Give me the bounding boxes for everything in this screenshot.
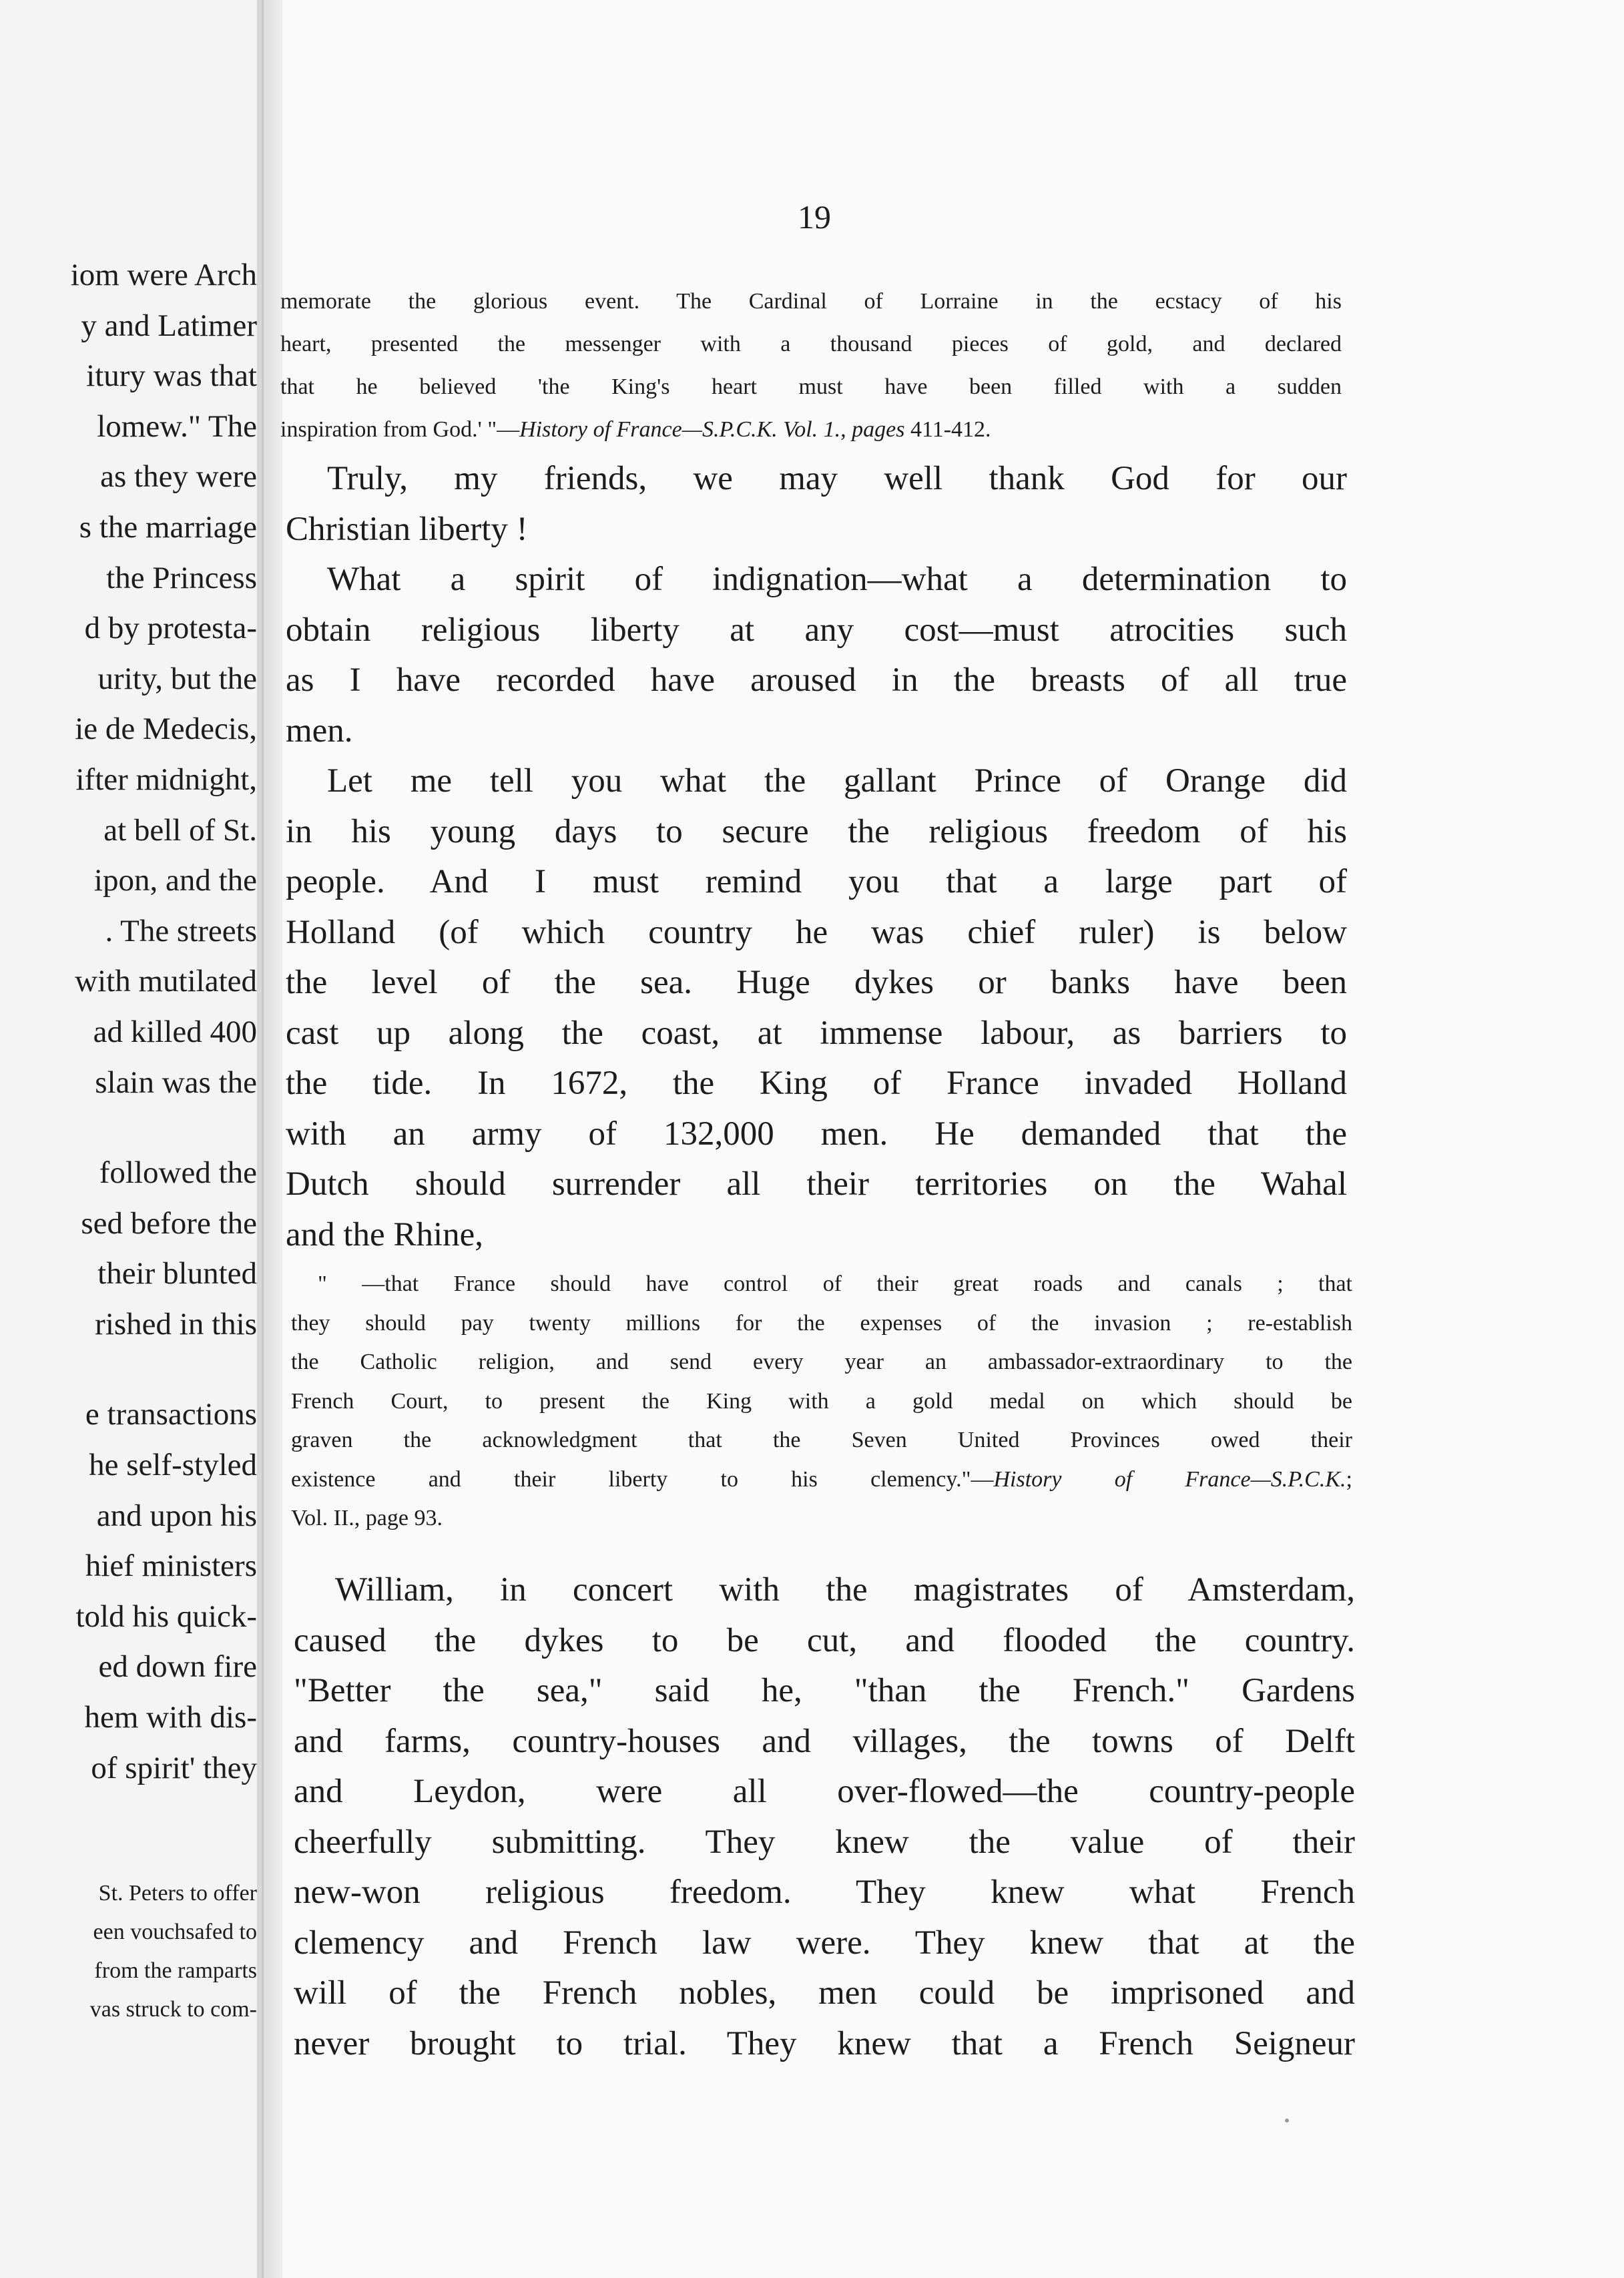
- book-gutter-edge: [262, 0, 264, 2278]
- left-page-line: their blunted: [97, 1256, 257, 1292]
- left-page-line: ad killed 400: [93, 1014, 257, 1049]
- left-page-line: the Princess: [106, 560, 257, 595]
- left-page-line: as they were: [100, 459, 257, 495]
- body-line: cast up along the coast, at immense labour, as barriers to: [286, 1014, 1347, 1052]
- body-line: in his young days to secure the religious freedom of his: [286, 812, 1347, 850]
- left-page-line: hief ministers: [85, 1548, 257, 1584]
- body-line: as I have recorded have aroused in the breasts of all true: [286, 661, 1347, 699]
- footnote-text: inspiration from God.' "—: [280, 417, 520, 442]
- body-line: new-won religious freedom. They knew what French: [294, 1874, 1355, 1911]
- body-text-block-1: [286, 454, 1347, 1260]
- body-line: with an army of 132,000 men. He demanded that the: [286, 1115, 1347, 1153]
- footnote-line: memorate the glorious event. The Cardinal of Lorraine in the ecstacy of his: [280, 289, 1342, 314]
- body-line: cheerfully submitting. They knew the value of their: [294, 1823, 1355, 1861]
- body-line: Holland (of which country he was chief ruler) is below: [286, 913, 1347, 951]
- body-line: men.: [286, 711, 353, 750]
- left-page-line: d by protesta-: [84, 611, 257, 646]
- left-page-footnote: [0, 1874, 257, 2029]
- body-line: will of the French nobles, men could be imprisoned and: [294, 1974, 1355, 2012]
- left-page-line: ed down fire: [98, 1649, 257, 1685]
- body-line: What a spirit of indignation—what a determination to: [327, 561, 1347, 598]
- left-page-line: followed the: [99, 1155, 257, 1191]
- left-page-line: sed before the: [81, 1205, 257, 1241]
- page-number: 19: [798, 198, 831, 236]
- left-page-line: itury was that: [86, 358, 257, 394]
- body-line: William, in concert with the magistrates of Amsterdam,: [335, 1571, 1355, 1609]
- left-page-line: he self-styled: [89, 1448, 257, 1483]
- left-page-line: . The streets: [105, 913, 257, 948]
- footnote-line: that he believed 'the King's heart must have been filled with a sudden: [280, 374, 1342, 399]
- left-page-line: with mutilated: [75, 964, 257, 999]
- left-footnote-line: St. Peters to offer: [98, 1881, 257, 1906]
- quote-line: [291, 1460, 1352, 1500]
- quote-text: existence and their liberty to his clemency."—: [291, 1466, 994, 1492]
- book-gutter-shadow: [257, 0, 282, 2278]
- quote-line: " —that France should have control of their great roads and canals ; that: [318, 1271, 1352, 1296]
- left-page-line: slain was the: [95, 1065, 257, 1100]
- body-line: and the Rhine,: [286, 1215, 484, 1253]
- footnote-line: heart, presented the messenger with a thousand pieces of gold, and declared: [280, 332, 1342, 356]
- body-line: the tide. In 1672, the King of France invaded Holland: [286, 1065, 1347, 1102]
- left-page-line: lomew." The: [97, 408, 257, 444]
- body-line: caused the dykes to be cut, and flooded the country.: [294, 1621, 1355, 1659]
- footnote-continuation: [280, 280, 1342, 451]
- left-page-line: hem with dis-: [84, 1700, 257, 1735]
- left-footnote-line: vas struck to com-: [89, 1997, 257, 2022]
- quote-line: Vol. II., page 93.: [291, 1506, 443, 1530]
- left-page-line: of spirit' they: [91, 1750, 257, 1785]
- body-text-block-2: [294, 1565, 1355, 2069]
- left-page-text: [0, 250, 257, 1793]
- left-facing-page: [0, 0, 257, 2278]
- body-line: "Better the sea," said he, "than the French." Gardens: [294, 1672, 1355, 1709]
- left-page-line: told his quick-: [75, 1599, 257, 1634]
- body-line: Dutch should surrender all their territories on the Wahal: [286, 1165, 1347, 1203]
- footnote-text: 411-412.: [904, 417, 991, 442]
- body-line: obtain religious liberty at any cost—must atrocities such: [286, 611, 1347, 649]
- quote-line: the Catholic religion, and send every year an ambassador-extraordinary to the: [291, 1350, 1352, 1374]
- left-page-gap: [0, 1350, 257, 1390]
- left-page-line: rished in this: [95, 1306, 257, 1342]
- block-quote: [291, 1265, 1352, 1538]
- left-page-line: urity, but the: [97, 661, 257, 696]
- body-line: never brought to trial. They knew that a French Seigneur: [294, 2024, 1355, 2062]
- left-footnote-line: een vouchsafed to: [93, 1920, 257, 1944]
- body-line: the level of the sea. Huge dykes or banks have been: [286, 964, 1347, 1001]
- left-page-line: iom were Arch: [70, 258, 257, 292]
- left-page-line: and upon his: [96, 1498, 257, 1533]
- quote-line: French Court, to present the King with a gold medal on which should be: [291, 1388, 1352, 1414]
- body-line: Let me tell you what the gallant Prince of Orange did: [327, 762, 1347, 800]
- body-line: Christian liberty !: [286, 510, 528, 548]
- left-page-gap: [0, 1108, 257, 1148]
- body-line: people. And I must remind you that a large part of: [286, 863, 1347, 900]
- scan-speck: [1285, 2118, 1289, 2122]
- quote-line: graven the acknowledgment that the Seven United Provinces owed their: [291, 1428, 1352, 1452]
- left-page-line: at bell of St.: [103, 812, 257, 848]
- body-line: and farms, country-houses and villages, the towns of Delft: [294, 1722, 1355, 1760]
- left-page-line: e transactions: [85, 1397, 257, 1432]
- citation-italic: History of France—S.P.C.K. Vol. 1., pages: [519, 417, 905, 442]
- left-page-line: y and Latimer: [81, 308, 257, 343]
- body-line: Truly, my friends, we may well thank God for our: [327, 460, 1347, 497]
- left-footnote-line: from the ramparts: [94, 1958, 257, 1983]
- left-page-line: ipon, and the: [93, 863, 257, 898]
- quote-line: they should pay twenty millions for the expenses of the invasion ; re-establish: [291, 1310, 1352, 1336]
- left-page-line: ie de Medecis,: [75, 711, 257, 747]
- quote-text: ;: [1346, 1466, 1352, 1492]
- citation-italic: History of France—S.P.C.K.: [993, 1466, 1346, 1492]
- footnote-line: [280, 408, 1342, 451]
- body-line: and Leydon, were all over-flowed—the country-people: [294, 1773, 1355, 1810]
- left-page-line: s the marriage: [79, 509, 257, 545]
- left-page-line: ifter midnight,: [75, 762, 257, 797]
- body-line: clemency and French law were. They knew that at the: [294, 1924, 1355, 1962]
